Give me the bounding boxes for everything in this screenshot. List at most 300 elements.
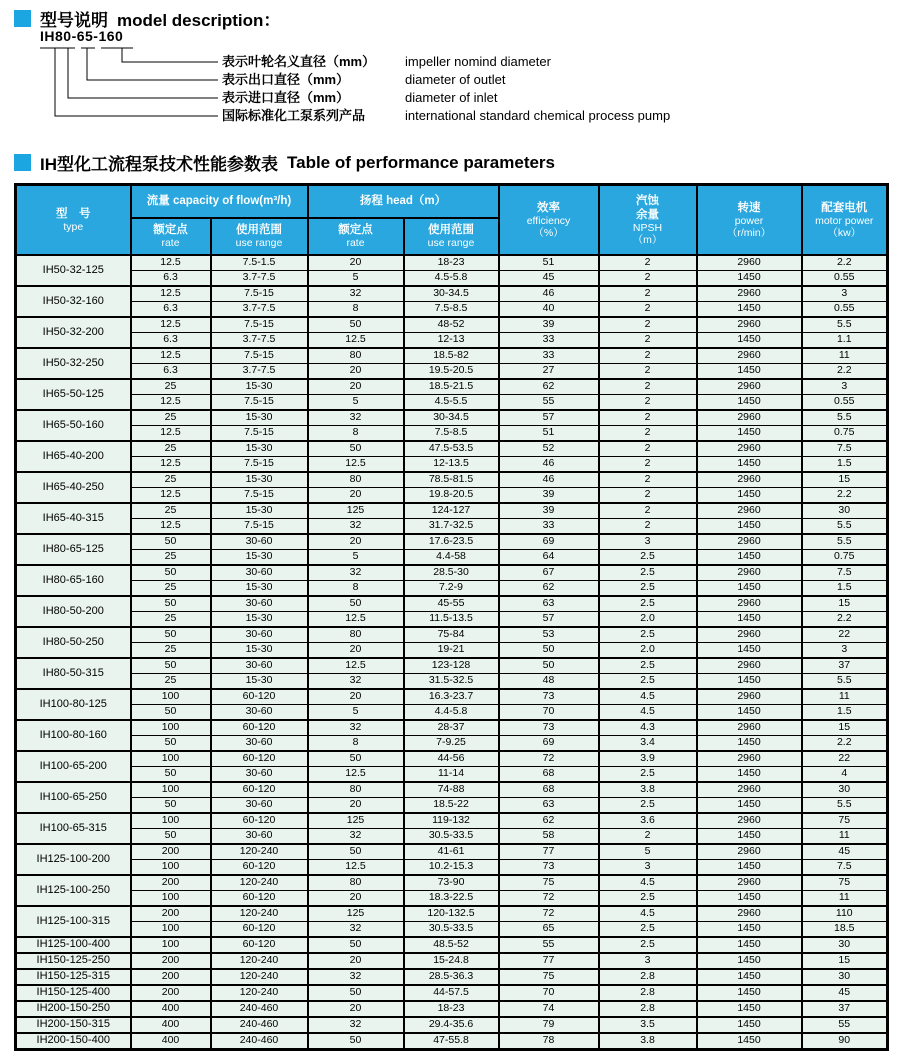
- value-cell: 60-120: [211, 922, 308, 938]
- value-cell: 3.5: [599, 1017, 697, 1033]
- table-row: [16, 829, 888, 845]
- value-cell: 4.5-5.5: [404, 395, 499, 411]
- value-cell: 46: [499, 286, 599, 302]
- value-cell: 74: [499, 1001, 599, 1017]
- value-cell: 73: [499, 860, 599, 876]
- value-cell: 20: [308, 364, 404, 380]
- value-cell: 77: [499, 953, 599, 969]
- value-cell: 11: [802, 829, 888, 845]
- value-cell: 2.0: [599, 643, 697, 659]
- value-cell: 0.55: [802, 395, 888, 411]
- value-cell: 33: [499, 348, 599, 364]
- performance-table: [14, 183, 886, 1051]
- value-cell: 2.8: [599, 969, 697, 985]
- table-row: [16, 286, 888, 302]
- value-cell: 2: [599, 472, 697, 488]
- value-cell: 2960: [697, 534, 802, 550]
- pump-model-cell: IH50-32-200: [16, 317, 131, 348]
- value-cell: 4.5: [599, 689, 697, 705]
- value-cell: 2: [599, 829, 697, 845]
- value-cell: 1450: [697, 705, 802, 721]
- value-cell: 3: [599, 534, 697, 550]
- value-cell: 27: [499, 364, 599, 380]
- value-cell: 19-21: [404, 643, 499, 659]
- value-cell: 124-127: [404, 503, 499, 519]
- value-cell: 17.6-23.5: [404, 534, 499, 550]
- value-cell: 15: [802, 953, 888, 969]
- value-cell: 2: [599, 271, 697, 287]
- value-cell: 50: [308, 844, 404, 860]
- value-cell: 50: [131, 705, 211, 721]
- table-row: [16, 534, 888, 550]
- value-cell: 32: [308, 674, 404, 690]
- pump-model-cell: IH80-50-315: [16, 658, 131, 689]
- value-cell: 12.5: [308, 612, 404, 628]
- value-cell: 10.2-15.3: [404, 860, 499, 876]
- value-cell: 30-60: [211, 627, 308, 643]
- value-cell: 77: [499, 844, 599, 860]
- value-cell: 200: [131, 953, 211, 969]
- table-row: [16, 860, 888, 876]
- value-cell: 3.4: [599, 736, 697, 752]
- pump-model-cell: IH50-32-160: [16, 286, 131, 317]
- value-cell: 25: [131, 410, 211, 426]
- value-cell: 3.9: [599, 751, 697, 767]
- value-cell: 74-88: [404, 782, 499, 798]
- callout-series-cn: 国际标准化工泵系列产品: [222, 108, 366, 123]
- value-cell: 15-30: [211, 410, 308, 426]
- value-cell: 0.75: [802, 550, 888, 566]
- value-cell: 40: [499, 302, 599, 318]
- performance-table-title: [14, 150, 555, 175]
- value-cell: 15-30: [211, 503, 308, 519]
- value-cell: 12.5: [308, 658, 404, 674]
- value-cell: 75: [802, 813, 888, 829]
- parameters-table: [14, 183, 889, 1051]
- value-cell: 2: [599, 255, 697, 271]
- value-cell: 400: [131, 1001, 211, 1017]
- value-cell: 15-30: [211, 379, 308, 395]
- value-cell: 8: [308, 302, 404, 318]
- value-cell: 2: [599, 348, 697, 364]
- value-cell: 32: [308, 1017, 404, 1033]
- value-cell: 11: [802, 348, 888, 364]
- value-cell: 5.5: [802, 519, 888, 535]
- value-cell: 8: [308, 736, 404, 752]
- value-cell: 240-460: [211, 1017, 308, 1033]
- value-cell: 30-60: [211, 736, 308, 752]
- table-row: [16, 891, 888, 907]
- value-cell: 2.5: [599, 891, 697, 907]
- value-cell: 62: [499, 379, 599, 395]
- value-cell: 44-57.5: [404, 985, 499, 1001]
- value-cell: 1450: [697, 674, 802, 690]
- value-cell: 2.2: [802, 364, 888, 380]
- value-cell: 12.5: [131, 317, 211, 333]
- value-cell: 25: [131, 379, 211, 395]
- table-row: [16, 426, 888, 442]
- value-cell: 72: [499, 751, 599, 767]
- value-cell: 11: [802, 891, 888, 907]
- value-cell: 78: [499, 1033, 599, 1050]
- value-cell: 1450: [697, 643, 802, 659]
- value-cell: 51: [499, 426, 599, 442]
- callout-inlet-cn: 表示进口直径（mm）: [222, 90, 350, 105]
- value-cell: 25: [131, 550, 211, 566]
- value-cell: 25: [131, 643, 211, 659]
- value-cell: 50: [308, 1033, 404, 1050]
- value-cell: 100: [131, 860, 211, 876]
- value-cell: 15: [802, 596, 888, 612]
- table-row: [16, 736, 888, 752]
- value-cell: 2960: [697, 255, 802, 271]
- section-bullet-icon: [14, 154, 31, 171]
- value-cell: 45: [802, 985, 888, 1001]
- value-cell: 1450: [697, 333, 802, 349]
- value-cell: 7.5-1.5: [211, 255, 308, 271]
- table-row: [16, 255, 888, 271]
- value-cell: 15-30: [211, 612, 308, 628]
- value-cell: 1450: [697, 985, 802, 1001]
- value-cell: 7.5: [802, 565, 888, 581]
- value-cell: 18.5-22: [404, 798, 499, 814]
- pump-model-cell: IH50-32-125: [16, 255, 131, 286]
- value-cell: 25: [131, 441, 211, 457]
- value-cell: 11.5-13.5: [404, 612, 499, 628]
- value-cell: 4.5: [599, 906, 697, 922]
- header-speed-cn: 转速: [737, 201, 761, 214]
- header-npsh-unit: （m）: [632, 234, 663, 247]
- value-cell: 100: [131, 782, 211, 798]
- table-row: [16, 720, 888, 736]
- value-cell: 2.2: [802, 255, 888, 271]
- value-cell: 30-60: [211, 798, 308, 814]
- value-cell: 0.75: [802, 426, 888, 442]
- value-cell: 3: [802, 286, 888, 302]
- table-row: [16, 550, 888, 566]
- value-cell: 3.8: [599, 1033, 697, 1050]
- value-cell: 2960: [697, 286, 802, 302]
- table-row: [16, 565, 888, 581]
- value-cell: 7.5-15: [211, 488, 308, 504]
- value-cell: 2960: [697, 720, 802, 736]
- value-cell: 15-30: [211, 472, 308, 488]
- value-cell: 28-37: [404, 720, 499, 736]
- value-cell: 2.5: [599, 798, 697, 814]
- value-cell: 18.5: [802, 922, 888, 938]
- value-cell: 39: [499, 317, 599, 333]
- value-cell: 2960: [697, 875, 802, 891]
- value-cell: 33: [499, 519, 599, 535]
- pump-model-cell: IH50-32-250: [16, 348, 131, 379]
- value-cell: 28.5-30: [404, 565, 499, 581]
- value-cell: 1450: [697, 891, 802, 907]
- table-row: [16, 333, 888, 349]
- value-cell: 52: [499, 441, 599, 457]
- value-cell: 1450: [697, 302, 802, 318]
- value-cell: 50: [308, 441, 404, 457]
- value-cell: 2.5: [599, 596, 697, 612]
- header-npsh-cn2: 余量: [636, 208, 660, 221]
- value-cell: 80: [308, 782, 404, 798]
- value-cell: 4.3: [599, 720, 697, 736]
- header-motor-en: motor power: [815, 214, 874, 227]
- value-cell: 2.2: [802, 612, 888, 628]
- value-cell: 12.5: [131, 426, 211, 442]
- value-cell: 200: [131, 906, 211, 922]
- value-cell: 37: [802, 1001, 888, 1017]
- value-cell: 2.0: [599, 612, 697, 628]
- header-motor-cn: 配套电机: [821, 201, 868, 214]
- value-cell: 7.5: [802, 441, 888, 457]
- value-cell: 100: [131, 937, 211, 953]
- value-cell: 2: [599, 395, 697, 411]
- value-cell: 50: [131, 798, 211, 814]
- pump-model-cell: IH150-125-400: [16, 985, 131, 1001]
- callout-series-en: international standard chemical process pump: [405, 108, 671, 123]
- performance-table-body: [16, 255, 888, 1050]
- value-cell: 1450: [697, 550, 802, 566]
- value-cell: 30: [802, 937, 888, 953]
- pump-model-cell: IH65-50-160: [16, 410, 131, 441]
- value-cell: 1450: [697, 364, 802, 380]
- value-cell: 31.5-32.5: [404, 674, 499, 690]
- value-cell: 20: [308, 379, 404, 395]
- value-cell: 2: [599, 426, 697, 442]
- value-cell: 73-90: [404, 875, 499, 891]
- table-row: [16, 875, 888, 891]
- value-cell: 50: [308, 317, 404, 333]
- value-cell: 60-120: [211, 751, 308, 767]
- value-cell: 120-240: [211, 969, 308, 985]
- value-cell: 73: [499, 720, 599, 736]
- table-row: [16, 364, 888, 380]
- value-cell: 1450: [697, 937, 802, 953]
- value-cell: 19.5-20.5: [404, 364, 499, 380]
- value-cell: 29.4-35.6: [404, 1017, 499, 1033]
- value-cell: 58: [499, 829, 599, 845]
- table-row: [16, 937, 888, 953]
- value-cell: 12.5: [131, 488, 211, 504]
- value-cell: 15-30: [211, 643, 308, 659]
- value-cell: 20: [308, 689, 404, 705]
- value-cell: 12.5: [131, 395, 211, 411]
- value-cell: 75: [499, 875, 599, 891]
- header-npsh-en: NPSH: [632, 221, 663, 234]
- value-cell: 80: [308, 627, 404, 643]
- value-cell: 28.5-36.3: [404, 969, 499, 985]
- table-row: [16, 348, 888, 364]
- value-cell: 32: [308, 922, 404, 938]
- value-cell: 5.5: [802, 410, 888, 426]
- value-cell: 63: [499, 798, 599, 814]
- value-cell: 20: [308, 798, 404, 814]
- value-cell: 8: [308, 426, 404, 442]
- value-cell: 50: [131, 596, 211, 612]
- col-header-flow-range: [211, 218, 308, 255]
- col-header-head-rate: [308, 218, 404, 255]
- table-row: [16, 813, 888, 829]
- value-cell: 73: [499, 689, 599, 705]
- value-cell: 50: [131, 736, 211, 752]
- value-cell: 7-9.25: [404, 736, 499, 752]
- value-cell: 2: [599, 286, 697, 302]
- value-cell: 2960: [697, 906, 802, 922]
- col-header-npsh: [599, 185, 697, 256]
- value-cell: 20: [308, 953, 404, 969]
- callout-inlet-en: diameter of inlet: [405, 90, 498, 105]
- value-cell: 63: [499, 596, 599, 612]
- table-row: [16, 379, 888, 395]
- value-cell: 57: [499, 410, 599, 426]
- pump-model-cell: IH65-40-315: [16, 503, 131, 534]
- value-cell: 50: [308, 937, 404, 953]
- value-cell: 30-34.5: [404, 410, 499, 426]
- value-cell: 45: [802, 844, 888, 860]
- value-cell: 50: [131, 767, 211, 783]
- header-range-cn: 使用范围: [428, 224, 474, 237]
- value-cell: 50: [131, 534, 211, 550]
- value-cell: 60-120: [211, 891, 308, 907]
- pump-model-cell: IH80-65-125: [16, 534, 131, 565]
- value-cell: 7.5-15: [211, 457, 308, 473]
- value-cell: 69: [499, 534, 599, 550]
- value-cell: 12.5: [131, 348, 211, 364]
- value-cell: 2960: [697, 317, 802, 333]
- value-cell: 1.5: [802, 705, 888, 721]
- pump-model-cell: IH150-125-250: [16, 953, 131, 969]
- header-speed-en: power: [734, 214, 764, 227]
- value-cell: 20: [308, 1001, 404, 1017]
- value-cell: 123-128: [404, 658, 499, 674]
- pump-model-cell: IH100-80-125: [16, 689, 131, 720]
- value-cell: 68: [499, 782, 599, 798]
- value-cell: 200: [131, 969, 211, 985]
- value-cell: 3.8: [599, 782, 697, 798]
- table-row: [16, 689, 888, 705]
- model-code-callout-lines: [40, 47, 222, 123]
- value-cell: 4.5: [599, 875, 697, 891]
- value-cell: 25: [131, 581, 211, 597]
- value-cell: 100: [131, 751, 211, 767]
- table-row: [16, 441, 888, 457]
- value-cell: 68: [499, 767, 599, 783]
- header-efficiency-cn: 效率: [537, 201, 561, 214]
- pump-model-cell: IH125-100-400: [16, 937, 131, 953]
- table-row: [16, 751, 888, 767]
- value-cell: 32: [308, 565, 404, 581]
- value-cell: 3: [802, 643, 888, 659]
- value-cell: 5.5: [802, 798, 888, 814]
- header-speed-unit: （r/min）: [726, 227, 772, 239]
- value-cell: 2960: [697, 441, 802, 457]
- value-cell: 30-60: [211, 658, 308, 674]
- header-type-en: type: [63, 220, 84, 233]
- table-row: [16, 457, 888, 473]
- value-cell: 47-55.8: [404, 1033, 499, 1050]
- table-row: [16, 612, 888, 628]
- value-cell: 12.5: [131, 286, 211, 302]
- model-code: IH80-65-160: [40, 28, 124, 44]
- value-cell: 2: [599, 457, 697, 473]
- value-cell: 30-60: [211, 767, 308, 783]
- value-cell: 5: [308, 271, 404, 287]
- value-cell: 60-120: [211, 782, 308, 798]
- header-range-en: use range: [235, 237, 283, 250]
- value-cell: 2960: [697, 410, 802, 426]
- value-cell: 30: [802, 969, 888, 985]
- value-cell: 1450: [697, 953, 802, 969]
- value-cell: 2.5: [599, 767, 697, 783]
- value-cell: 69: [499, 736, 599, 752]
- table-row: [16, 705, 888, 721]
- value-cell: 22: [802, 751, 888, 767]
- pump-model-cell: IH65-40-200: [16, 441, 131, 472]
- header-efficiency-unit: （%）: [533, 227, 564, 239]
- value-cell: 3.7-7.5: [211, 271, 308, 287]
- table-row: [16, 1017, 888, 1033]
- value-cell: 0.55: [802, 302, 888, 318]
- table-row: [16, 410, 888, 426]
- value-cell: 20: [308, 643, 404, 659]
- value-cell: 2960: [697, 596, 802, 612]
- value-cell: 2960: [697, 627, 802, 643]
- pump-model-cell: IH100-65-200: [16, 751, 131, 782]
- value-cell: 1450: [697, 1017, 802, 1033]
- value-cell: 2.8: [599, 985, 697, 1001]
- value-cell: 4.4-5.8: [404, 705, 499, 721]
- value-cell: 18-23: [404, 1001, 499, 1017]
- performance-table-title-cn: IH型化工流程泵技术性能参数表: [40, 155, 278, 174]
- value-cell: 125: [308, 503, 404, 519]
- value-cell: 11: [802, 689, 888, 705]
- value-cell: 7.5-15: [211, 426, 308, 442]
- table-row: [16, 798, 888, 814]
- value-cell: 79: [499, 1017, 599, 1033]
- value-cell: 6.3: [131, 364, 211, 380]
- value-cell: 72: [499, 906, 599, 922]
- table-row: [16, 596, 888, 612]
- value-cell: 15-30: [211, 550, 308, 566]
- value-cell: 32: [308, 519, 404, 535]
- value-cell: 4.5-5.8: [404, 271, 499, 287]
- value-cell: 7.5-15: [211, 348, 308, 364]
- value-cell: 2: [599, 441, 697, 457]
- value-cell: 25: [131, 612, 211, 628]
- table-row: [16, 519, 888, 535]
- col-header-efficiency: [499, 185, 599, 256]
- value-cell: 200: [131, 875, 211, 891]
- value-cell: 70: [499, 985, 599, 1001]
- value-cell: 2.5: [599, 674, 697, 690]
- value-cell: 50: [308, 751, 404, 767]
- value-cell: 0.55: [802, 271, 888, 287]
- value-cell: 16.3-23.7: [404, 689, 499, 705]
- value-cell: 80: [308, 348, 404, 364]
- value-cell: 32: [308, 410, 404, 426]
- value-cell: 80: [308, 472, 404, 488]
- value-cell: 55: [802, 1017, 888, 1033]
- header-npsh-cn1: 汽蚀: [636, 194, 660, 207]
- value-cell: 46: [499, 457, 599, 473]
- value-cell: 8: [308, 581, 404, 597]
- header-efficiency-en: efficiency: [526, 214, 571, 227]
- table-row: [16, 969, 888, 985]
- value-cell: 1450: [697, 860, 802, 876]
- value-cell: 25: [131, 674, 211, 690]
- value-cell: 25: [131, 472, 211, 488]
- value-cell: 2.5: [599, 658, 697, 674]
